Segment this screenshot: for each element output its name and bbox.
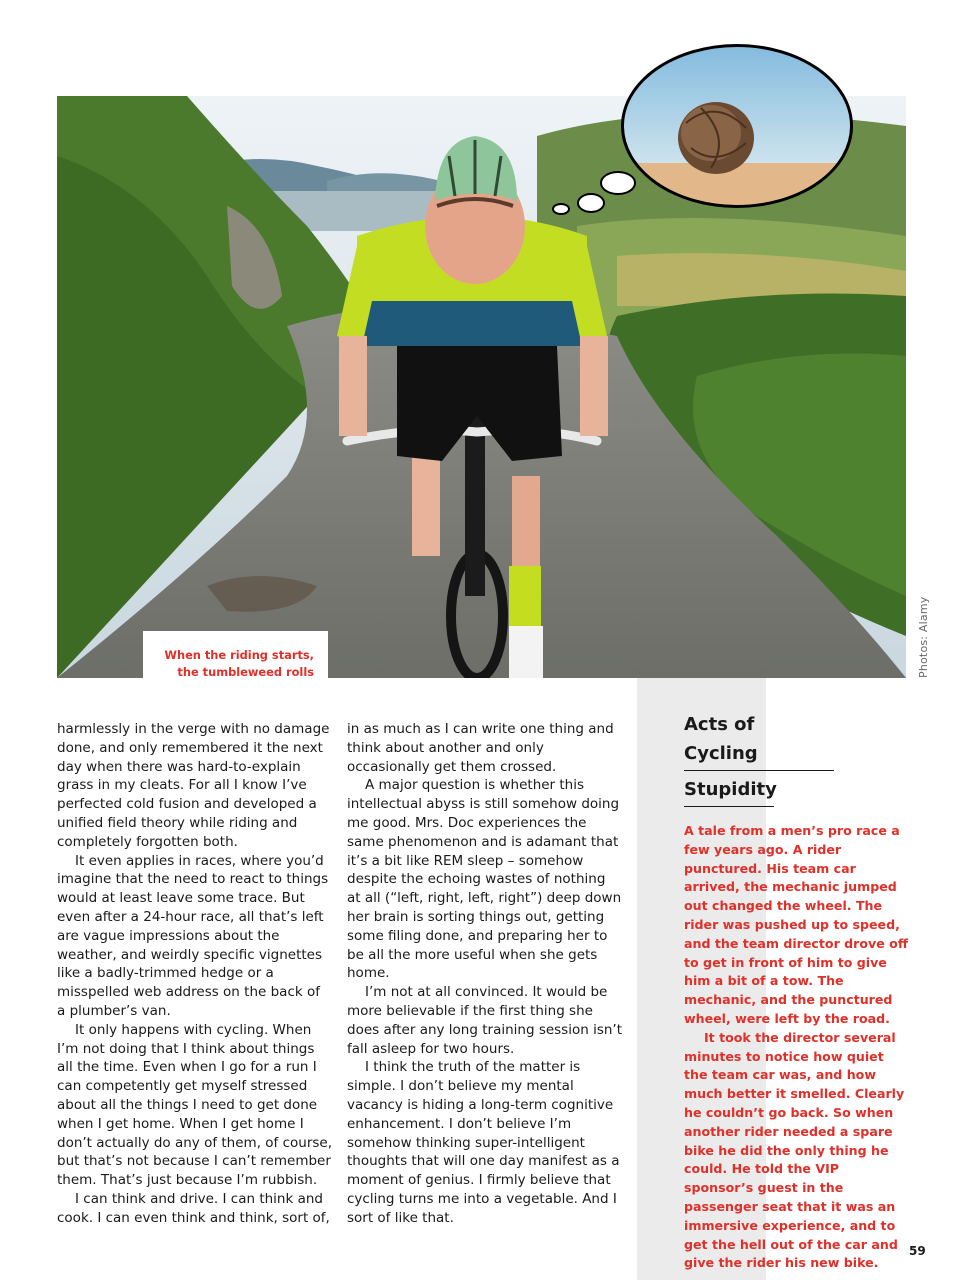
sidebar-title: [684, 710, 909, 808]
page-number: 59: [909, 1244, 926, 1258]
photo-credit: Photos: Alamy: [917, 596, 930, 678]
paragraph: I think the truth of the matter is simple. I don’t believe my mental vacancy is hiding a long-term cognitive enhancement. I don’t believe I’m somehow thinking super-intelligent thoughts that will one day manifest as a moment of genius. I firmly believe that cycling turns me into a vegetable. And I sort of like that.: [347, 1059, 620, 1226]
paragraph: in as much as I can write one thing and think about another and only occasionally get them crossed.: [347, 721, 614, 775]
photo-caption: When the riding starts, the tumbleweed rolls: [164, 648, 314, 679]
sidebar-paragraph: It took the director several minutes to notice how quiet the team car was, and how much better it smelled. Clearly he couldn’t go back. So when another rider needed a spare bike he did the only thing he could. He told the VIP sponsor’s guest in the passenger seat that it was an immersive experience, and to get the hell out of the car and give the rider his new bike.: [684, 1029, 905, 1271]
sidebar-paragraph: A tale from a men’s pro race a few years ago. A rider punctured. His team car arrived, the mechanic jumped out changed the wheel. The rider was pushed up to speed, and the team director drove off to get in front of him to give him a bit of a tow. The mechanic, and the punctured wheel, were left by the road.: [684, 823, 909, 1026]
paragraph: I can think and drive. I can think and cook. I can even think and think, sort of,: [57, 1190, 330, 1226]
tumbleweed-icon: [678, 102, 754, 174]
paragraph: I’m not at all convinced. It would be more believable if the first thing she does after any long training session isn’t fall asleep for two hours.: [347, 984, 623, 1057]
paragraph: It even applies in races, where you’d imagine that the need to react to things would at least leave some trace. But even after a 24-hour race, all that’s left are vague impressions about the weather, and weirdly specific vignettes like a badly-trimmed hedge or a misspelled web address on the back of a plumber’s van.: [57, 852, 329, 1019]
paragraph: It only happens with cycling. When I’m not doing that I think about things all the time. Even when I go for a run I can competently get myself stressed about all the things I need to get done when I get home. When I get home I don’t actually do any of them, of course, but that’s not because I can’t remember them. That’s just because I’m rubbish.: [57, 1021, 333, 1189]
sidebar-title-line-2: Stupidity: [684, 775, 774, 807]
sidebar-box: [684, 710, 909, 1273]
sidebar-title-line-1: Acts of Cycling: [684, 710, 834, 771]
photo-caption-box: [143, 631, 328, 678]
paragraph: A major question is whether this intellectual abyss is still somehow doing me good. Mrs. Doc experiences the same phenomenon and is adamant that it’s a bit like REM sleep – somehow despite the echoing wastes of nothing at all (“left, right, left, right”) deep down her brain is sorting things out, getting some filing done, and preparing her to be all the more useful when she gets home.: [347, 777, 622, 982]
sidebar-body: [684, 822, 909, 1273]
thought-bubble: [541, 38, 865, 220]
article-column-1: [57, 720, 332, 1228]
article-column-2: [347, 720, 622, 1228]
paragraph: harmlessly in the verge with no damage done, and only remembered it the next day when there was hard-to-explain grass in my cleats. For all I know I’ve perfected cold fusion and developed a unified field theory while riding and completely forgotten both.: [57, 721, 330, 850]
